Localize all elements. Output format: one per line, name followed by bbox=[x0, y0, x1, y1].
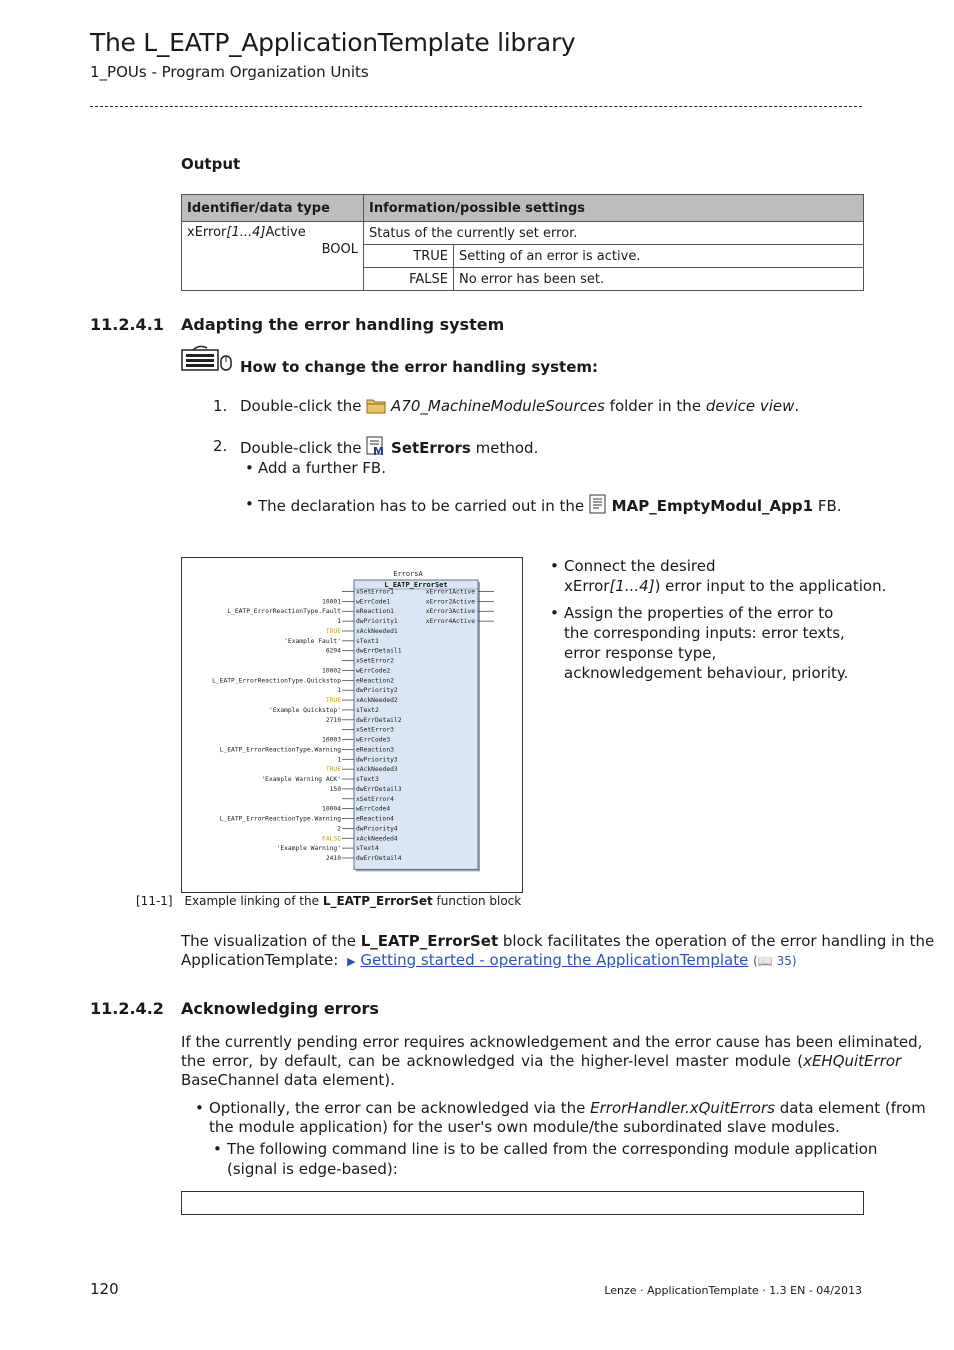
ack-bullet-em: ErrorHandler.xQuitErrors bbox=[590, 1099, 775, 1117]
fb-input-value: TRUE bbox=[325, 627, 341, 635]
bullet-dot: • bbox=[213, 1140, 222, 1158]
step1-pre: Double-click the bbox=[240, 397, 362, 415]
step2-end: method. bbox=[475, 439, 539, 457]
fb-input-pin: xSetError4 bbox=[356, 795, 394, 803]
fb-figure bbox=[181, 557, 523, 893]
ack-bullet-line1 bbox=[209, 1098, 926, 1118]
side-bullet-1-prefix: xError bbox=[564, 577, 610, 595]
getting-started-link[interactable]: Getting started - operating the ApplicationTemplate bbox=[360, 951, 749, 969]
ack-bullet-pre: Optionally, the error can be acknowledged via the bbox=[209, 1099, 586, 1117]
page-ref[interactable]: (📖 35) bbox=[753, 954, 797, 968]
visual-para-line1 bbox=[181, 931, 934, 951]
fb-input-pin: dwErrDetail3 bbox=[356, 785, 402, 793]
step1-mid: folder in the bbox=[609, 397, 702, 415]
fb-input-value: 150 bbox=[329, 785, 341, 793]
description-cell: Status of the currently set error. bbox=[364, 222, 864, 245]
step1-text bbox=[240, 396, 799, 419]
howto-heading: How to change the error handling system: bbox=[240, 358, 599, 376]
section-title-acknowledging: Acknowledging errors bbox=[181, 999, 379, 1018]
fb-input-value: 2410 bbox=[325, 854, 341, 862]
fb-input-value: 10004 bbox=[322, 805, 341, 813]
fb-instance-name: ErrorsA bbox=[393, 570, 423, 578]
fb-input-pin: dwErrDetail2 bbox=[356, 716, 402, 724]
step2-number: 2. bbox=[213, 437, 228, 455]
bullet-dot: • bbox=[245, 459, 254, 477]
identifier-suffix: Active bbox=[265, 225, 306, 240]
fb-input-pin: wErrCode2 bbox=[356, 667, 391, 675]
table-header-info: Information/possible settings bbox=[364, 195, 864, 222]
link-arrow-icon: ▶ bbox=[347, 955, 356, 968]
identifier-prefix: xError bbox=[187, 225, 227, 240]
side-bullet-1-rest: ) error input to the application. bbox=[654, 577, 887, 595]
fb-output-pin: xError1Active bbox=[425, 588, 475, 596]
fb-input-value: TRUE bbox=[325, 766, 341, 774]
book-icon: 📖 bbox=[757, 954, 773, 968]
bullet-dot: • bbox=[550, 557, 559, 575]
page-number: 120 bbox=[90, 1280, 119, 1298]
fb-output-pin: xError2Active bbox=[425, 598, 475, 606]
footer-doc-info: Lenze · ApplicationTemplate · 1.3 EN - 04/2013 bbox=[604, 1284, 862, 1297]
fb-input-pin: dwPriority3 bbox=[356, 756, 398, 764]
visual-bold: L_EATP_ErrorSet bbox=[360, 932, 499, 950]
fb-input-value: TRUE bbox=[325, 697, 341, 705]
fb-input-pin: eReaction3 bbox=[356, 746, 394, 754]
fb-output-pin: xError3Active bbox=[425, 608, 475, 616]
fb-input-value: 1 bbox=[337, 756, 341, 764]
step1-view: device view bbox=[705, 397, 795, 415]
fb-input-value: 2 bbox=[337, 825, 341, 833]
fb-input-pin: xAckNeeded4 bbox=[356, 835, 398, 843]
meaning-cell-false: No error has been set. bbox=[454, 268, 864, 291]
bullet-dot: • bbox=[245, 495, 254, 513]
identifier-cell bbox=[182, 222, 364, 291]
fb-input-pin: eReaction4 bbox=[356, 815, 394, 823]
fb-input-value: 6294 bbox=[325, 647, 341, 655]
fb-input-value: 1 bbox=[337, 687, 341, 695]
ack-subbullet-line2: (signal is edge-based): bbox=[227, 1160, 398, 1178]
side-bullet-2: Assign the properties of the error to the corresponding inputs: error texts, error response type, acknowledgement behaviour, priority. bbox=[564, 604, 849, 682]
fb-input-pin: dwErrDetail4 bbox=[356, 854, 402, 862]
ack-para-line2 bbox=[181, 1051, 902, 1071]
fb-input-value: 'Example Quickstop' bbox=[268, 706, 341, 714]
fb-input-pin: eReaction2 bbox=[356, 677, 394, 685]
bullet-add-fb: Add a further FB. bbox=[258, 459, 386, 477]
fb-input-pin: dwErrDetail1 bbox=[356, 647, 402, 655]
ack-subbullet-line1: The following command line is to be called from the corresponding module application bbox=[227, 1140, 878, 1158]
meaning-cell-true: Setting of an error is active. bbox=[454, 245, 864, 268]
fb-input-pin: sText1 bbox=[356, 637, 379, 645]
fb-input-value: 'Example Warning' bbox=[276, 845, 341, 853]
bullet-decl-pre: The declaration has to be carried out in the bbox=[258, 497, 585, 515]
bullet-dot: • bbox=[550, 604, 559, 622]
ack-para-l2-em: xEHQuitError bbox=[803, 1052, 902, 1070]
fb-input-pin: xSetError1 bbox=[356, 588, 394, 596]
page-subtitle: 1_POUs - Program Organization Units bbox=[90, 63, 369, 81]
caption-post: function block bbox=[436, 894, 522, 908]
fb-input-pin: dwPriority4 bbox=[356, 825, 398, 833]
header-divider bbox=[90, 106, 862, 107]
value-cell-true: TRUE bbox=[364, 245, 454, 268]
fb-input-value: 10003 bbox=[322, 736, 341, 744]
fb-input-value: 'Example Fault' bbox=[284, 637, 341, 645]
page-ref-number: 35 bbox=[776, 954, 792, 968]
section-number-11-2-4-2: 11.2.4.2 bbox=[90, 999, 164, 1018]
svg-text:M: M bbox=[373, 445, 385, 456]
fb-input-pin: dwPriority1 bbox=[356, 618, 398, 626]
fb-input-value: L_EATP_ErrorReactionType.Quickstop bbox=[212, 677, 341, 685]
fb-input-pin: xAckNeeded1 bbox=[356, 627, 398, 635]
fb-input-value: L_EATP_ErrorReactionType.Fault bbox=[227, 608, 341, 616]
data-type: BOOL bbox=[321, 242, 358, 257]
caption-bold: L_EATP_ErrorSet bbox=[322, 894, 433, 908]
identifier-index: [1...4] bbox=[226, 225, 266, 240]
side-bullet-1-index: [1...4] bbox=[609, 577, 655, 595]
visual-pre: The visualization of the bbox=[181, 932, 356, 950]
visual-mid: block facilitates the operation of the error handling in the bbox=[502, 932, 935, 950]
fb-input-pin: xSetError3 bbox=[356, 726, 394, 734]
fb-document-icon bbox=[589, 494, 607, 519]
caption-number: [11-1] bbox=[136, 894, 173, 908]
bullet-dot: • bbox=[195, 1099, 204, 1117]
keyboard-mouse-icon bbox=[181, 345, 233, 377]
ack-bullet-post: data element (from bbox=[779, 1099, 926, 1117]
fb-input-pin: xAckNeeded3 bbox=[356, 766, 398, 774]
fb-input-value: 'Example Warning ACK' bbox=[261, 776, 341, 784]
ack-bullet-line2: the module application) for the user's own module/the subordinated slave modules. bbox=[209, 1118, 840, 1136]
fb-input-value: 1 bbox=[337, 618, 341, 626]
fb-output-pin: xError4Active bbox=[425, 618, 475, 626]
fb-input-value: FALSE bbox=[322, 835, 341, 843]
fb-input-pin: xAckNeeded2 bbox=[356, 697, 398, 705]
step2-method: SetErrors bbox=[391, 439, 471, 457]
step1-number: 1. bbox=[213, 397, 228, 415]
command-line-box bbox=[181, 1191, 864, 1215]
fb-input-pin: sText4 bbox=[356, 845, 379, 853]
step2-pre: Double-click the bbox=[240, 439, 362, 457]
section-title-adapting: Adapting the error handling system bbox=[181, 315, 505, 334]
fb-input-pin: wErrCode4 bbox=[356, 805, 391, 813]
value-cell-false: FALSE bbox=[364, 268, 454, 291]
output-heading: Output bbox=[181, 155, 241, 173]
ack-para-line3: BaseChannel data element). bbox=[181, 1071, 395, 1089]
figure-caption bbox=[136, 894, 521, 908]
section-number-11-2-4-1: 11.2.4.1 bbox=[90, 315, 164, 334]
fb-block-type: L_EATP_ErrorSet bbox=[384, 581, 448, 589]
fb-input-value: 10002 bbox=[322, 667, 341, 675]
fb-input-pin: eReaction1 bbox=[356, 608, 394, 616]
fb-input-pin: sText2 bbox=[356, 706, 379, 714]
fb-input-pin: dwPriority2 bbox=[356, 687, 398, 695]
fb-input-pin: xSetError2 bbox=[356, 657, 394, 665]
fb-input-value: 2710 bbox=[325, 716, 341, 724]
bullet-decl-fb: MAP_EmptyModul_App1 bbox=[611, 497, 814, 515]
step1-folder: A70_MachineModuleSources bbox=[391, 397, 605, 415]
side-bullet-1-line1: Connect the desired bbox=[564, 557, 716, 575]
fb-input-pin: wErrCode1 bbox=[356, 598, 391, 606]
output-table bbox=[181, 194, 864, 291]
side-bullet-1-line2 bbox=[564, 576, 886, 596]
page-title: The L_EATP_ApplicationTemplate library bbox=[90, 28, 576, 57]
bullet-declaration bbox=[258, 494, 842, 519]
fb-input-value: L_EATP_ErrorReactionType.Warning bbox=[219, 815, 341, 823]
ack-para-l2-pre: the error, by default, can be acknowledged via the higher-level master module ( bbox=[181, 1052, 804, 1070]
fb-input-value: L_EATP_ErrorReactionType.Warning bbox=[219, 746, 341, 754]
step1-end: . bbox=[794, 397, 800, 415]
table-header-identifier: Identifier/data type bbox=[182, 195, 364, 222]
visual-line2: ApplicationTemplate: bbox=[181, 951, 339, 969]
fb-diagram bbox=[182, 558, 522, 892]
ack-para-line1: If the currently pending error requires acknowledgement and the error cause has been eliminated, bbox=[181, 1033, 923, 1051]
bullet-decl-end: FB. bbox=[817, 497, 842, 515]
fb-input-pin: sText3 bbox=[356, 776, 379, 784]
visual-para-line2 bbox=[181, 950, 797, 972]
caption-pre: Example linking of the bbox=[184, 894, 319, 908]
fb-input-pin: wErrCode3 bbox=[356, 736, 391, 744]
folder-icon bbox=[366, 397, 386, 419]
fb-input-value: 10001 bbox=[322, 598, 341, 606]
